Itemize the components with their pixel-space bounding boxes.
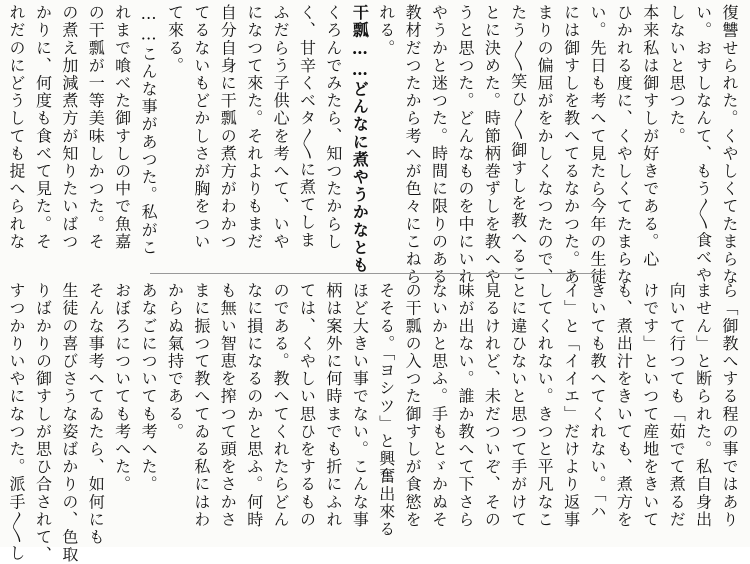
text-column: きいても教へてくれない。「ハ	[587, 282, 607, 521]
text-column: ほど大きい事でない。こんな事	[350, 282, 370, 529]
text-column: れだのにどうしても捉へられな	[7, 4, 27, 251]
text-column	[0, 282, 3, 544]
text-column: ……こんな事があつた。私がこ	[139, 4, 159, 257]
text-column: かりに、何度も食べて見た。そ	[33, 4, 53, 251]
section-divider	[150, 273, 600, 274]
text-column	[0, 4, 3, 266]
text-column: ないかと思ふ。手もとゞかぬそ	[429, 282, 449, 529]
text-column: まに振つて教へてゐる私にはわ	[191, 282, 211, 529]
text-column: の干瓢が一等美味しかつた。そ	[86, 4, 106, 251]
upper-text-block	[0, 4, 742, 286]
text-column: うと思つた。どんなものを中にいれ	[455, 4, 475, 286]
text-column: そんな事考へてゐたら、如何にも	[86, 282, 106, 546]
text-column: してくれない。きつと平凡なこ	[535, 282, 555, 529]
text-column: くろんでみたら、知つたからし	[323, 4, 343, 251]
text-column: とに違ひないと思つて手がけて	[508, 282, 528, 529]
text-column: になつて來た。それよりもまだ	[244, 4, 264, 251]
lower-text-block	[0, 282, 742, 564]
text-column: も、煮出汁をきいても、煮方を	[614, 282, 634, 529]
text-column: りばかりの御すしが思ひ合されて、	[33, 282, 53, 564]
text-column: 本来私は御すしが好きである。心	[640, 4, 660, 268]
text-column: 生徒の喜びさうな姿ばかりの、色取	[59, 282, 79, 564]
text-column: すつかりいやになつた。派手〳〵し	[7, 282, 27, 562]
text-column: ら「御教へする程の事ではあり	[720, 282, 739, 529]
section-heading-column: 干瓢……どんなに煮やうかなとも	[350, 4, 370, 274]
text-column: れる。	[376, 4, 396, 57]
text-column: イ」と「イイエ」だけより返事	[561, 282, 581, 529]
text-column: 味が出ない。誰か教へて下さら	[455, 282, 475, 529]
text-column: ません」と断られた。私自身出	[693, 282, 713, 529]
text-column: 見るけれど、未だついぞ、その	[482, 282, 502, 529]
text-column: 復讐せられた。くやしくてたまらな	[720, 4, 739, 286]
text-column: の煮え加減煮方が知りたいばつ	[59, 4, 79, 251]
text-column: の干瓢の入つた御すしが食慾を	[403, 282, 423, 529]
text-column: 向いて行つても「茹でて煮るだ	[667, 282, 687, 529]
text-column: ては、くやしい思ひをするもの	[297, 282, 317, 529]
text-column: やうかと迷つた。時間に限りのある	[429, 4, 449, 286]
text-column: く、甘辛くベタ〳〵に煮てしま	[297, 4, 317, 249]
text-column: てるないもどかしさが胸をつい	[191, 4, 211, 251]
text-column: たう〳〵笑ひ〳〵御すしを教へるこ	[508, 4, 528, 283]
text-column: とに決めた。時節柄巻ずしを教へや	[482, 4, 502, 286]
text-column: には御すしを教へてるなかつた。あ	[561, 4, 581, 286]
text-column: そそる。「ヨシツ」と興奮出來る	[376, 282, 396, 538]
text-column: い。先日も考へて見たら今年の生徒	[587, 4, 607, 286]
text-column: けです」といつて産地をきいて	[640, 282, 660, 529]
text-column: 柄は案外に何時までも折にふれ	[323, 282, 343, 529]
text-column: れまで喰べた御すしの中で魚嘉	[112, 4, 132, 251]
text-column: まりの偏屈がをかしくなつたので、	[535, 4, 555, 286]
text-column: て來る。	[165, 4, 185, 75]
text-column: ふだらう子供心を考へて、いや	[271, 4, 291, 251]
text-column: なに損になるのかと思ふ。何時	[244, 282, 264, 529]
text-column: からぬ氣持である。	[165, 282, 185, 441]
text-column: しないと思つた。	[667, 4, 687, 145]
text-column: ひかれる度に、くやしくてたまらな	[614, 4, 634, 286]
text-column: も無い智恵を搾つて頭をさかさ	[218, 282, 238, 529]
text-column: 教材だつたから考へが色々にこねら	[403, 4, 423, 286]
text-column: あなごについても考へた。	[139, 282, 159, 494]
text-column: い。おすしなんて、もう〳〵食べや	[693, 4, 713, 284]
text-column: 自分自身に干瓢の煮方がわかつ	[218, 4, 238, 251]
text-column: のである。教へてくれたらどん	[271, 282, 291, 529]
text-column: おぼろについても考へた。	[112, 282, 132, 494]
